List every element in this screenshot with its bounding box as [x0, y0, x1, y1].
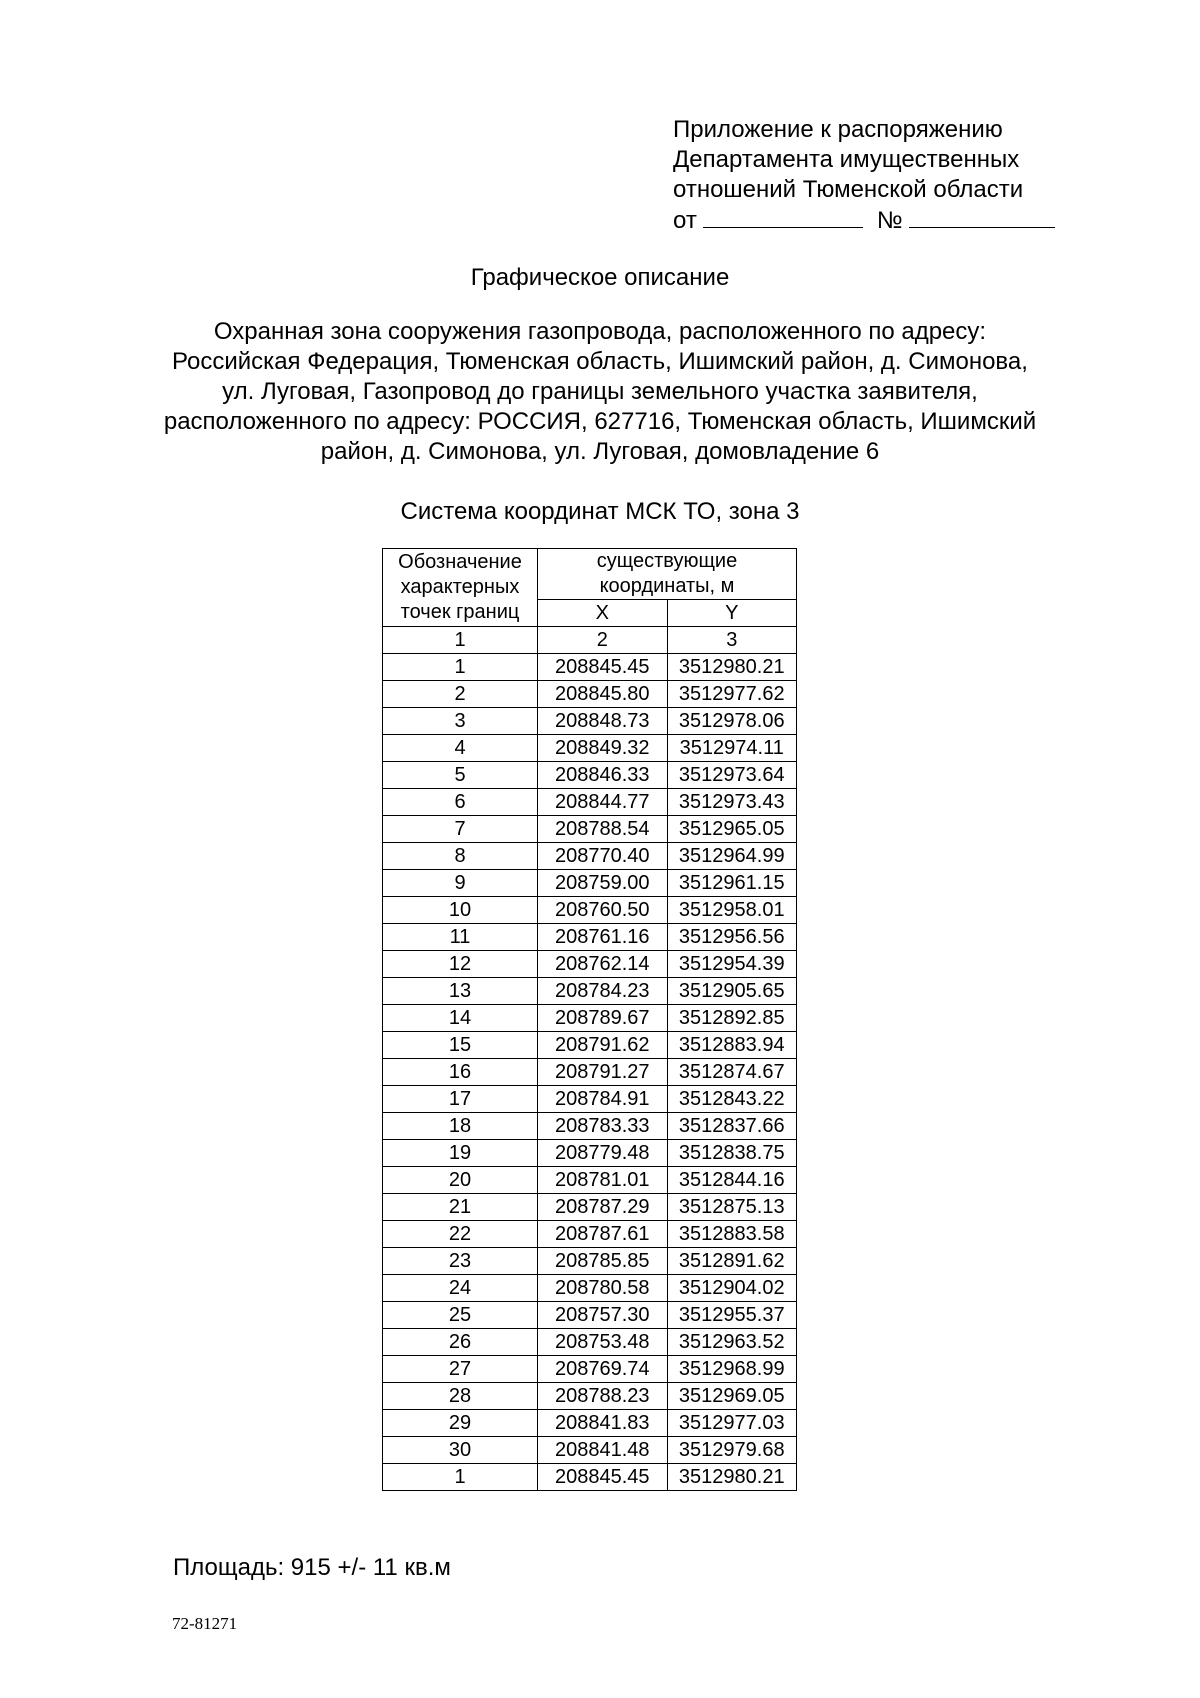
y-coordinate-cell: 3512964.99	[667, 843, 797, 870]
point-number-cell: 21	[383, 1194, 538, 1221]
y-coordinate-cell: 3512883.94	[667, 1032, 797, 1059]
point-number-cell: 11	[383, 924, 538, 951]
x-coordinate-cell: 208845.45	[538, 654, 668, 681]
y-coordinate-cell: 3512883.58	[667, 1221, 797, 1248]
y-coordinate-cell: 3512955.37	[667, 1302, 797, 1329]
header-line: координаты, м	[599, 575, 735, 597]
x-coordinate-cell: 208780.58	[538, 1275, 668, 1302]
point-number-cell: 28	[383, 1383, 538, 1410]
x-column-header: X	[538, 600, 668, 627]
table-row	[383, 924, 797, 951]
zone-description	[0, 317, 1200, 467]
table-row	[383, 735, 797, 762]
point-number-cell: 1	[383, 654, 538, 681]
y-coordinate-cell: 3512954.39	[667, 951, 797, 978]
table-row	[383, 1464, 797, 1491]
y-coordinate-cell: 3512905.65	[667, 978, 797, 1005]
header-line: характерных	[400, 576, 520, 598]
x-coordinate-cell: 208788.54	[538, 816, 668, 843]
point-number-cell: 2	[383, 681, 538, 708]
y-coordinate-cell: 3512958.01	[667, 897, 797, 924]
x-coordinate-cell: 208769.74	[538, 1356, 668, 1383]
table-row	[383, 1302, 797, 1329]
y-coordinate-cell: 3512974.11	[667, 735, 797, 762]
table-row	[383, 816, 797, 843]
x-coordinate-cell: 208787.61	[538, 1221, 668, 1248]
x-coordinate-cell: 208770.40	[538, 843, 668, 870]
table-row	[383, 1140, 797, 1167]
point-number-cell: 16	[383, 1059, 538, 1086]
table-row	[383, 843, 797, 870]
number-sign: №	[876, 207, 903, 234]
y-coordinate-cell: 3512904.02	[667, 1275, 797, 1302]
table-row	[383, 1248, 797, 1275]
table-row	[383, 1410, 797, 1437]
x-coordinate-cell: 208759.00	[538, 870, 668, 897]
table-row	[383, 1167, 797, 1194]
column-number: 2	[538, 627, 668, 654]
y-coordinate-cell: 3512843.22	[667, 1086, 797, 1113]
x-coordinate-cell: 208791.27	[538, 1059, 668, 1086]
y-coordinate-cell: 3512980.21	[667, 1464, 797, 1491]
x-coordinate-cell: 208761.16	[538, 924, 668, 951]
x-coordinate-cell: 208753.48	[538, 1329, 668, 1356]
point-number-cell: 27	[383, 1356, 538, 1383]
appendix-date-line	[673, 205, 1055, 236]
description-line: расположенного по адресу: РОССИЯ, 627716, Тюменская область, Ишимский	[163, 408, 1037, 435]
table-row	[383, 708, 797, 735]
table-row	[383, 1086, 797, 1113]
x-coordinate-cell: 208848.73	[538, 708, 668, 735]
y-coordinate-cell: 3512973.43	[667, 789, 797, 816]
y-coordinate-cell: 3512969.05	[667, 1383, 797, 1410]
table-row	[383, 870, 797, 897]
point-number-cell: 13	[383, 978, 538, 1005]
header-line: точек границ	[400, 601, 520, 623]
x-coordinate-cell: 208791.62	[538, 1032, 668, 1059]
point-number-cell: 12	[383, 951, 538, 978]
x-coordinate-cell: 208841.48	[538, 1437, 668, 1464]
x-coordinate-cell: 208788.23	[538, 1383, 668, 1410]
table-row	[383, 1194, 797, 1221]
point-designation-header	[383, 549, 538, 627]
y-coordinate-cell: 3512891.62	[667, 1248, 797, 1275]
table-row	[383, 1032, 797, 1059]
header-line: существующие	[596, 550, 738, 572]
table-row	[383, 681, 797, 708]
point-number-cell: 7	[383, 816, 538, 843]
table-row	[383, 897, 797, 924]
point-number-cell: 22	[383, 1221, 538, 1248]
point-number-cell: 10	[383, 897, 538, 924]
x-coordinate-cell: 208845.80	[538, 681, 668, 708]
table-row	[383, 1275, 797, 1302]
point-number-cell: 23	[383, 1248, 538, 1275]
description-line: Охранная зона сооружения газопровода, расположенного по адресу:	[213, 318, 987, 345]
y-coordinate-cell: 3512838.75	[667, 1140, 797, 1167]
table-row	[383, 1437, 797, 1464]
description-line: Российская Федерация, Тюменская область, Ишимский район, д. Симонова,	[172, 348, 1028, 375]
point-number-cell: 5	[383, 762, 538, 789]
number-blank	[909, 205, 1055, 228]
table-row	[383, 978, 797, 1005]
y-coordinate-cell: 3512961.15	[667, 870, 797, 897]
point-number-cell: 1	[383, 1464, 538, 1491]
coordinates-group-header	[538, 549, 797, 600]
table-row	[383, 1005, 797, 1032]
header-line: Обозначение	[398, 551, 522, 573]
x-coordinate-cell: 208785.85	[538, 1248, 668, 1275]
y-coordinate-cell: 3512965.05	[667, 816, 797, 843]
point-number-cell: 30	[383, 1437, 538, 1464]
x-coordinate-cell: 208760.50	[538, 897, 668, 924]
x-coordinate-cell: 208757.30	[538, 1302, 668, 1329]
date-blank	[703, 205, 863, 228]
x-coordinate-cell: 208849.32	[538, 735, 668, 762]
table-row	[383, 762, 797, 789]
x-coordinate-cell: 208784.91	[538, 1086, 668, 1113]
area-label: Площадь: 915 +/- 11 кв.м	[173, 1554, 451, 1581]
appendix-line-2: Департамента имущественных	[673, 146, 1020, 173]
y-coordinate-cell: 3512977.62	[667, 681, 797, 708]
document-title: Графическое описание	[470, 264, 730, 291]
y-coordinate-cell: 3512978.06	[667, 708, 797, 735]
y-coordinate-cell: 3512956.56	[667, 924, 797, 951]
coordinates-table-body	[383, 654, 797, 1491]
table-row	[383, 951, 797, 978]
table-row	[383, 1221, 797, 1248]
y-coordinate-cell: 3512980.21	[667, 654, 797, 681]
x-coordinate-cell: 208846.33	[538, 762, 668, 789]
appendix-line-1: Приложение к распоряжению	[673, 116, 1003, 143]
y-coordinate-cell: 3512979.68	[667, 1437, 797, 1464]
coordinates-table	[382, 548, 797, 1491]
point-number-cell: 9	[383, 870, 538, 897]
x-coordinate-cell: 208845.45	[538, 1464, 668, 1491]
appendix-block	[673, 115, 1055, 236]
point-number-cell: 24	[383, 1275, 538, 1302]
x-coordinate-cell: 208762.14	[538, 951, 668, 978]
point-number-cell: 6	[383, 789, 538, 816]
point-number-cell: 14	[383, 1005, 538, 1032]
description-line: район, д. Симонова, ул. Луговая, домовладение 6	[320, 438, 880, 465]
x-coordinate-cell: 208779.48	[538, 1140, 668, 1167]
x-coordinate-cell: 208781.01	[538, 1167, 668, 1194]
point-number-cell: 4	[383, 735, 538, 762]
registration-number: 72-81271	[172, 1614, 238, 1633]
y-coordinate-cell: 3512837.66	[667, 1113, 797, 1140]
y-coordinate-cell: 3512963.52	[667, 1329, 797, 1356]
table-row	[383, 1113, 797, 1140]
point-number-cell: 15	[383, 1032, 538, 1059]
y-coordinate-cell: 3512892.85	[667, 1005, 797, 1032]
coordinate-system-label: Система координат МСК ТО, зона 3	[400, 498, 800, 525]
point-number-cell: 19	[383, 1140, 538, 1167]
y-coordinate-cell: 3512844.16	[667, 1167, 797, 1194]
y-coordinate-cell: 3512968.99	[667, 1356, 797, 1383]
table-row	[383, 1383, 797, 1410]
point-number-cell: 26	[383, 1329, 538, 1356]
table-row	[383, 1329, 797, 1356]
table-row	[383, 789, 797, 816]
x-coordinate-cell: 208783.33	[538, 1113, 668, 1140]
y-coordinate-cell: 3512977.03	[667, 1410, 797, 1437]
y-coordinate-cell: 3512874.67	[667, 1059, 797, 1086]
column-number: 1	[383, 627, 538, 654]
table-row	[383, 1059, 797, 1086]
x-coordinate-cell: 208844.77	[538, 789, 668, 816]
y-coordinate-cell: 3512973.64	[667, 762, 797, 789]
table-row	[383, 654, 797, 681]
point-number-cell: 3	[383, 708, 538, 735]
date-prefix: от	[673, 207, 697, 234]
point-number-cell: 29	[383, 1410, 538, 1437]
y-coordinate-cell: 3512875.13	[667, 1194, 797, 1221]
x-coordinate-cell: 208784.23	[538, 978, 668, 1005]
point-number-cell: 20	[383, 1167, 538, 1194]
y-column-header: Y	[667, 600, 797, 627]
table-row	[383, 1356, 797, 1383]
description-line: ул. Луговая, Газопровод до границы земельного участка заявителя,	[222, 378, 978, 405]
column-number: 3	[667, 627, 797, 654]
appendix-line-3: отношений Тюменской области	[673, 176, 1024, 203]
point-number-cell: 17	[383, 1086, 538, 1113]
point-number-cell: 18	[383, 1113, 538, 1140]
x-coordinate-cell: 208841.83	[538, 1410, 668, 1437]
x-coordinate-cell: 208789.67	[538, 1005, 668, 1032]
x-coordinate-cell: 208787.29	[538, 1194, 668, 1221]
point-number-cell: 25	[383, 1302, 538, 1329]
point-number-cell: 8	[383, 843, 538, 870]
